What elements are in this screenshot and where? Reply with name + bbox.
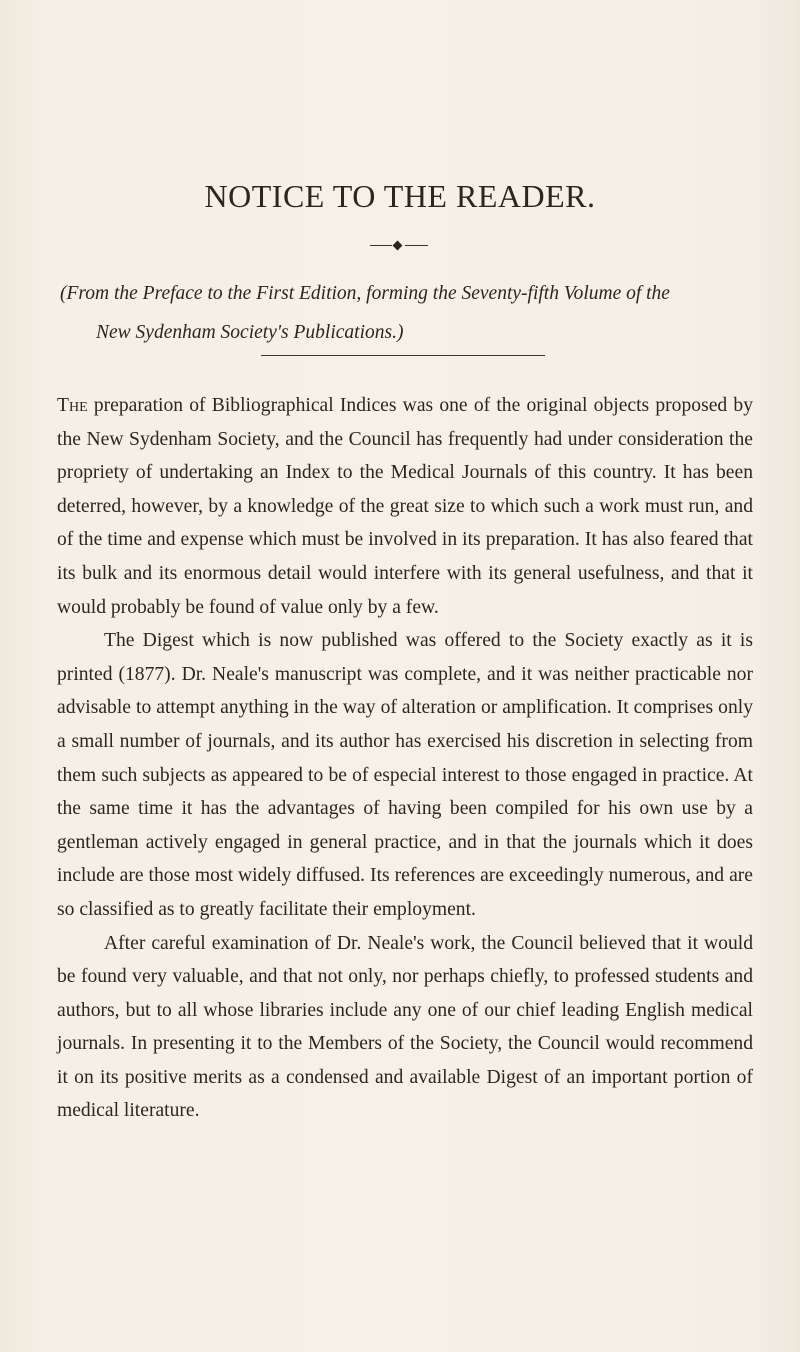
source-note [60, 274, 754, 352]
notice-body [57, 389, 753, 1128]
source-note-line-1: (From the Preface to the First Edition, forming the Seventy-fifth Volume of the [60, 283, 670, 304]
paragraph-3: After careful examination of Dr. Neale's work, the Council believed that it would be found very valuable, and that not only, nor perhaps chiefly, to professed students and authors, but to all whose libraries include any one of our chief leading English medical journals. In presenting it to the Members of the Society, the Council would recommend it on its positive merits as a condensed and available Digest of an important portion of medical literature. [57, 932, 753, 1122]
paragraph-1 [57, 389, 753, 624]
source-note-line-2: New Sydenham Society's Publications.) [96, 322, 404, 343]
divider-rule [261, 355, 545, 356]
diamond-ornament-icon [370, 240, 428, 252]
lead-word: The [57, 395, 88, 416]
paragraph-1-text: preparation of Bibliographical Indices was one of the original objects proposed by the New Sydenham Society, and the Council has frequently had under consideration the propriety of undertaking an Index to the Medical Journals of this country. It has been deterred, however, by a knowledge of the great size to which such a work must run, and of the time and expense which must be involved in its preparation. It has also feared that its bulk and its enormous detail would interfere with its general usefulness, and that it would probably be found of value only by a few. [57, 395, 753, 618]
page-title: NOTICE TO THE READER. [204, 178, 596, 214]
paragraph-2: The Digest which is now published was offered to the Society exactly as it is printed (1877). Dr. Neale's manuscript was complete, and it was neither practicable nor advisable to attempt anything in the way of alteration or amplification. It comprises only a small number of journals, and its author has exercised his discretion in selecting from them such subjects as appeared to be of especial interest to those engaged in practice. At the same time it has the advantages of having been compiled for his own use by a gentleman actively engaged in general practice, and in that the journals which it does include are those most widely diffused. Its references are exceedingly numerous, and are so classified as to greatly facilitate their employment. [57, 630, 753, 920]
